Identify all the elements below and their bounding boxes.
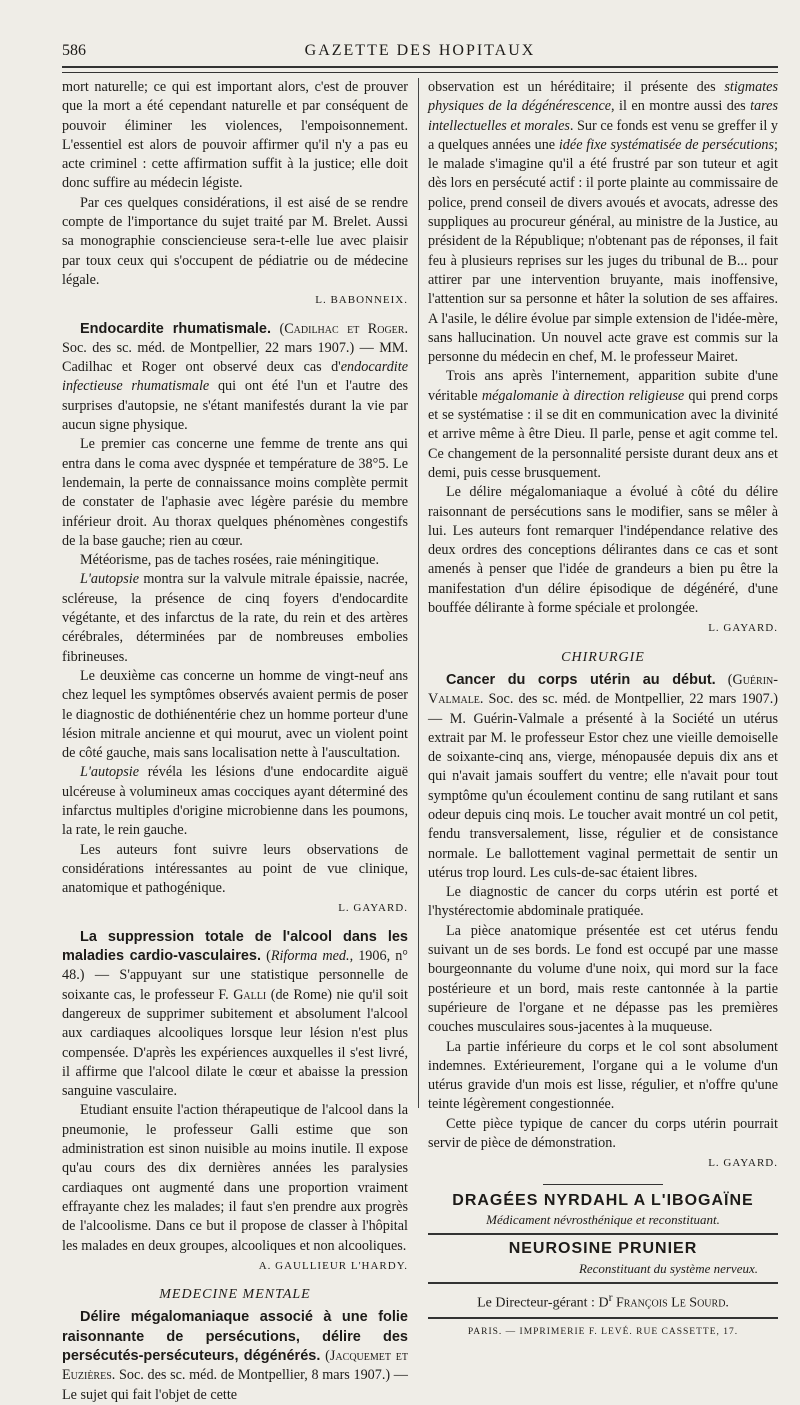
article-alcool: La suppression totale de l'alcool dans les maladies cardio-vasculaires. (Riforma med., 1906, n° 48.) — S'appuyant sur une statistique personnelle de soixante cas, le professeur F. Galli (de Rome) nie qu'il soit dangereux de supprimer subitement et absolument l'alcool aux cardiaques alcooliques lorsque leur lésion n'est plus compensée. D'après les expériences auxquelles il s'est livré, il affirme que l'alcool dilate le cœur et abaisse la pression sanguine vasculaire. bbox=[62, 928, 409, 1100]
signature: L. BABONNEIX. bbox=[315, 294, 408, 307]
paragraph: Etudiant ensuite l'action thérapeutique de l'alcool dans la pneumonie, le professeur Galli estime que son administration est sinon nuisible au moins inutile. Il expose qu'au cours des dix dernières années les paralysies cardiaques ont augmenté dans une proportion vraiment effrayante chez les malades; il faut s'en prendre aux progrès de l'alcoolisme. Dans ce but il propose de classer à l'hôpital les malades en deux groupes, alcooliques et non alcooliques. bbox=[62, 1102, 408, 1254]
italic-term: stigmates physiques de la dégénérescence bbox=[428, 79, 778, 115]
paragraph: Le diagnostic de cancer du corps utérin est porté et l'hystérectomie abdominale pratiquée. bbox=[428, 884, 778, 920]
advertisements bbox=[428, 1184, 778, 1342]
italic-term: L'autopsie bbox=[80, 764, 140, 781]
article-title: Endocardite rhumatismale. bbox=[80, 320, 272, 337]
paragraph: mort naturelle; ce qui est important alors, c'est de prouver que la mort a été cependant naturelle et par conséquent de pouvoir éliminer les violences, l'empoisonnement. L'essentiel est alors de pouvoir affirmer qu'il n'y a pas eu acte criminel : cette affirmation suffit à la justice; elle doit donc suffire au médecin légiste. bbox=[62, 79, 408, 192]
signature: L. GAYARD. bbox=[338, 902, 408, 915]
article-reference: . Soc. des sc. méd. de Montpellier, 22 mars 1907.) — M. Guérin-Valmale a présenté à la Société un utérus extrait par M. le professeur Estor chez une vieille demoiselle de soixante-cinq ans, vierge, ménopausée depuis dix ans et qui n'avait jamais souffert du ventre; elle n'avait pour tout symptôme qu'un écoulement continu de sang rutilant et sans odeur depuis cinq mois. Le toucher avait montré un col petit, fendu transversalement, lisse, régulier et de consistance normale. Le ballottement vaginal permettait de sentir un utérus trop lourd. Les culs-de-sac étaient libres. bbox=[428, 691, 778, 881]
director-sup: r bbox=[608, 1290, 613, 1304]
paragraph-text: montra sur la valvule mitrale épaissie, nacrée, scléreuse, la présence de cinq foyers d'endocardite végétante, et des infarctus de la rate, du rein et des artères cérébrales, déterminées par de nombreuses embolies fibrineuses. bbox=[62, 571, 408, 665]
paragraph bbox=[428, 367, 778, 483]
right-column bbox=[428, 78, 778, 1337]
signature: L. GAYARD. bbox=[708, 622, 778, 635]
text: ; le malade s'imagine qu'il a été frustré par son tuteur et agit dès lors en persécuté actif : il porte plainte au commissaire de police, prend conseil de divers avoués et avocats, adresse des suppliques au procureur général, au ministre de la Justice, au président de la République; n'obtenant pas de réponses, il fait feu à plusieurs reprises sur les juges du tribunal de B... pour attirer par une intervention bruyante, mais inoffensive, l'attention sur sa personne et hâter la solution de ses affaires. A l'asile, le délire évolue par simple extension de l'idée-mère, sans hallucination. Un nouvel acte grave est commis sur la personne du médecin en chef, M. le professeur Mairet. bbox=[428, 136, 778, 366]
paragraph: Les auteurs font suivre leurs observations de considérations intéressantes au point de vue clinique, anatomique et pathogénique. bbox=[62, 841, 408, 897]
column-divider bbox=[418, 78, 419, 1108]
article-authors: Jacquemet et Euzières bbox=[62, 1348, 409, 1384]
journal-title: GAZETTE DES HOPITAUX bbox=[304, 42, 536, 59]
paragraph: Cette pièce typique de cancer du corps utérin pourrait servir de pièce de démonstration. bbox=[428, 1115, 778, 1152]
article-endocardite: Endocardite rhumatismale. (Cadilhac et Roger. Soc. des sc. méd. de Montpellier, 22 mars 1907.) — MM. Cadilhac et Roger ont observé deux cas d'endocardite infectieuse rhumatismale qui ont été l'un et l'autre des surprises d'autopsie, ne s'étant manifestés durant la vie par aucun signe physique. bbox=[62, 320, 408, 434]
paragraph bbox=[62, 763, 408, 840]
paragraph: Le deuxième cas concerne un homme de vingt-neuf ans chez lequel les symptômes observés avaient permis de poser le diagnostic de dothiénentérie chez un homme porteur d'une lésion mitrale ancienne et qui mourut, avec un violent point de côté gauche, mais sans localisation nette à l'auscultation. bbox=[62, 667, 408, 762]
article-text: qui ont été l'un et l'autre des surprises d'autopsie, ne s'étant manifestés durant la vie par aucun signe physique. bbox=[62, 378, 408, 434]
director-label: Le Directeur-gérant : D bbox=[477, 1295, 609, 1311]
ad-subtitle: Reconstituant du système nerveux. bbox=[578, 1260, 758, 1276]
article-reference: Soc. des sc. méd. de Montpellier, 22 mars 1907.) — MM. Cadilhac et Roger ont observé deux cas d' bbox=[62, 339, 408, 376]
director-name: François Le Sourd. bbox=[612, 1295, 729, 1311]
section-title-chirurgie: CHIRURGIE bbox=[561, 649, 645, 665]
italic-term: mégalomanie à direction religieuse bbox=[481, 387, 685, 404]
divider bbox=[428, 1317, 778, 1319]
italic-term: endocardite infectieuse rhumatismale bbox=[62, 359, 408, 395]
italic-term: idée fixe systématisée de persécutions bbox=[558, 136, 775, 153]
ad-subtitle: Médicament névrosthénique et reconstituant. bbox=[486, 1211, 720, 1227]
page-number: 586 bbox=[62, 42, 86, 59]
article-authors: Guérin-Valmale bbox=[428, 671, 778, 708]
divider bbox=[428, 1282, 778, 1284]
text: , il en montre aussi des bbox=[611, 98, 751, 115]
paragraph: Le délire mégalomaniaque a évolué à côté du délire raisonnant de persécutions sans le modifier, sans se mêler à lui. Les auteurs font remarquer l'indépendance relative des deux ordres des conceptions délirantes dans ce cas et sont amenés à penser que l'idée de grandeurs a bien pu être la manifestation d'un délire épisodique de dégénéré, d'une bouffée délirante à forme spéciale et prolongée. bbox=[428, 484, 778, 617]
article-cancer: Cancer du corps utérin au début. (Guérin-Valmale. Soc. des sc. méd. de Montpellier, 22 mars 1907.) — M. Guérin-Valmale a présenté à la Société un utérus extrait par M. le professeur Estor chez une vieille demoiselle de soixante-cinq ans, vierge, ménopausée depuis dix ans et qui n'avait jamais souffert du ventre; elle n'avait pour tout symptôme qu'un écoulement continu de sang rutilant et sans odeur depuis cinq mois. Le toucher avait montré un col petit, fendu transversalement, lisse, régulier et de consistance normale. Le ballottement vaginal permettait de sentir un utérus trop lourd. Les culs-de-sac étaient libres. bbox=[428, 671, 778, 881]
text: Trois ans après l'internement, apparition subite d'une véritable bbox=[428, 368, 778, 404]
article-title: Délire mégalomaniaque associé à une folie raisonnante de persécutions, délire des persécutés-persécuteurs, dégénérés. bbox=[62, 1309, 408, 1364]
article-reference: , 1906, n° 48.) — S'appuyant sur une statistique personnelle de soixante cas, le professeur F. bbox=[62, 948, 408, 1003]
signature: A. GAULLIEUR L'HARDY. bbox=[258, 1259, 408, 1272]
paragraph-text: révéla les lésions d'une endocardite aiguë ulcéreuse à volumineux amas cocciques ayant déterminé des infarctus multiples d'origine microbienne dans les poumons, la rate, le rein gauche. bbox=[62, 764, 408, 839]
paragraph bbox=[62, 570, 408, 666]
italic-term: L'autopsie bbox=[80, 571, 140, 588]
article-text: (de Rome) nie qu'il soit dangereux de supprimer subitement et absolument l'alcool aux cardiaques alcooliques lorsque leur lésion n'est plus compensée. D'après les expériences auxquelles il s'est livré, il affirme que l'alcool dilate le cœur et abaisse la pression sanguine vasculaire. bbox=[62, 986, 409, 1100]
divider bbox=[428, 1233, 778, 1235]
signature: L. GAYARD. bbox=[708, 1157, 778, 1170]
paragraph: La partie inférieure du corps et le col sont absolument indemnes. Extérieurement, l'organe qui a le volume d'un utérus gravide d'un mois est lisse, régulier, et n'offre qu'une teinte légèrement congestionnée. bbox=[428, 1038, 778, 1113]
ad-title-dragees: DRAGÉES NYRDAHL A L'IBOGAÏNE bbox=[452, 1191, 754, 1209]
author-name: Galli bbox=[233, 986, 267, 1003]
text: qui prend corps et se systématise : il se dit en communication avec la divinité et arrive même à être Dieu. Il parle, pense et agit comme tel. Ce changement de la personnalité persiste durant deux ans et demi, puis cesse brusquement. bbox=[428, 387, 778, 481]
printer-line: PARIS. — IMPRIMERIE F. LEVÉ. RUE CASSETTE, 17. bbox=[467, 1326, 739, 1337]
director-line bbox=[428, 1288, 778, 1313]
paragraph: La pièce anatomique présentée est cet utérus fendu suivant un de ses bords. Le fond est occupé par une masse bourgeonnante du volume d'une noix, qui mord sur la face postérieure et un bord, mais reste cantonnée à la partie supérieure de l'organe et ne dépasse pas les premières couches musculaires sous-jacentes à la muqueuse. bbox=[428, 922, 778, 1036]
article-reference: . Soc. des sc. méd. de Montpellier, 8 mars 1907.) — Le sujet qui fait l'objet de cette bbox=[62, 1367, 408, 1403]
article-title: Cancer du corps utérin au début. bbox=[446, 671, 716, 688]
page-header bbox=[62, 38, 778, 68]
italic-term: tares intellectuelles et morales bbox=[428, 98, 778, 134]
text: observation est un héréditaire; il présente des bbox=[428, 79, 725, 95]
paragraph: Par ces quelques considérations, il est aisé de se rendre compte de l'importance du sujet traité par M. Brelet. Aussi sa monographie consciencieuse sera-t-elle lue avec plaisir par toux ceux qui s'occupent de pédiatrie ou de médecine légale. bbox=[62, 194, 408, 288]
paragraph bbox=[428, 78, 778, 367]
paragraph: Le premier cas concerne une femme de trente ans qui entra dans le coma avec dyspnée et température de 38°5. Le lendemain, la perte de connaissance moins complète permit de constater de l'aphasie avec légère parésie du membre inférieur droit. Au thorax quelques phénomènes congestifs de la base gauche; rien au cœur. bbox=[62, 436, 408, 549]
journal-ref: Riforma med. bbox=[270, 948, 350, 965]
article-delire: Délire mégalomaniaque associé à une folie raisonnante de persécutions, délire des persécutés-persécuteurs, dégénérés. (Jacquemet et Euzières. Soc. des sc. méd. de Montpellier, 8 mars 1907.) — Le sujet qui fait l'objet de cette bbox=[62, 1309, 409, 1403]
left-column bbox=[62, 78, 409, 1403]
paragraph: Météorisme, pas de taches rosées, raie méningitique. bbox=[80, 552, 380, 569]
ad-title-neurosine: NEUROSINE PRUNIER bbox=[508, 1240, 698, 1258]
divider bbox=[543, 1184, 663, 1185]
section-title-medecine-mentale: MEDECINE MENTALE bbox=[159, 1287, 311, 1303]
article-authors: Cadilhac et Roger bbox=[284, 320, 405, 337]
header-rule bbox=[62, 66, 778, 73]
text: . Sur ce fonds est venu se greffer il y a quelques années une bbox=[428, 117, 778, 153]
article-title: La suppression totale de l'alcool dans les maladies cardio-vasculaires. bbox=[62, 928, 408, 965]
